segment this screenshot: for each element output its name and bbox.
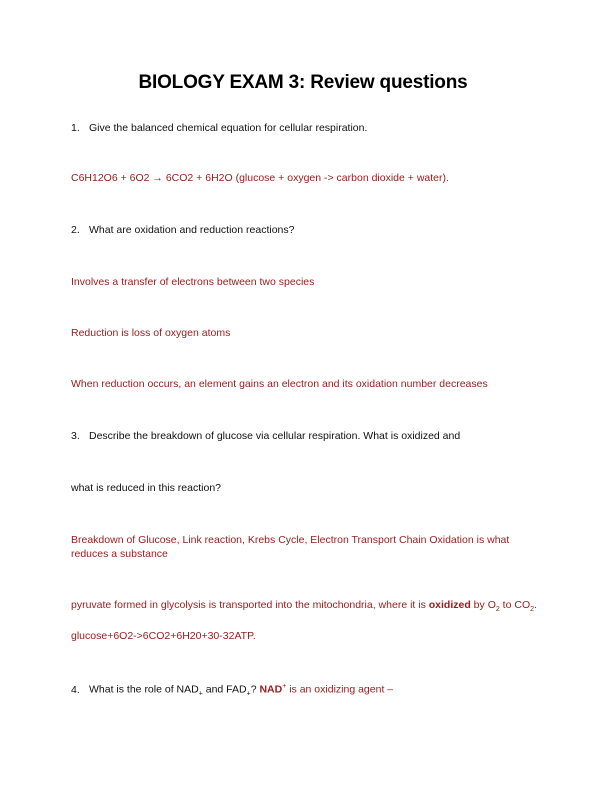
question-text: and FAD [202,683,247,696]
answer-2-line-1: Involves a transfer of electrons between two species [71,276,315,288]
answer-3-line-2 [71,599,537,613]
answer-text: . [534,599,537,611]
question-number: 4. [71,683,80,696]
page-title: BIOLOGY EXAM 3: Review questions [138,72,468,93]
question-number: 2. [71,224,80,236]
subscript: 2 [530,606,535,614]
answer-text: is an oxidizing agent – [286,683,394,696]
question-text: What is the role of NAD [89,683,199,696]
question-text: Describe the breakdown of glucose via cellular respiration. What is oxidized and [89,430,461,442]
question-text: Give the balanced chemical equation for cellular respiration. [89,122,368,134]
question-number: 3. [71,430,80,442]
question-4 [71,683,393,698]
answer-bold-term: oxidized [428,599,471,611]
question-text: What are oxidation and reduction reactions? [89,224,295,236]
answer-3-line-1: Breakdown of Glucose, Link reaction, Krebs Cycle, Electron Transport Chain Oxidation is what reduces a substance [71,534,510,560]
subscript: + [246,690,251,698]
question-2 [71,224,294,236]
question-text: ? [250,683,260,696]
answer-text: by O [470,599,496,611]
question-3-continuation: what is reduced in this reaction? [71,482,221,494]
subscript: 2 [495,606,500,614]
answer-2-line-3: When reduction occurs, an element gains an electron and its oxidation number decreases [71,378,488,390]
superscript: + [282,683,287,690]
question-1 [71,122,367,134]
answer-1: C6H12O6 + 6O2 → 6CO2 + 6H2O (glucose + oxygen -> carbon dioxide + water). [71,172,449,184]
question-number: 1. [71,122,80,134]
subscript: + [198,690,203,698]
answer-text: to CO [499,599,531,611]
answer-2-line-2: Reduction is loss of oxygen atoms [71,327,231,339]
answer-3-line-3: glucose+6O2->6CO2+6H20+30-32ATP. [71,630,256,642]
question-3 [71,430,460,442]
answer-bold-term: NAD [259,683,283,696]
answer-text: pyruvate formed in glycolysis is transported into the mitochondria, where it is [71,599,429,611]
